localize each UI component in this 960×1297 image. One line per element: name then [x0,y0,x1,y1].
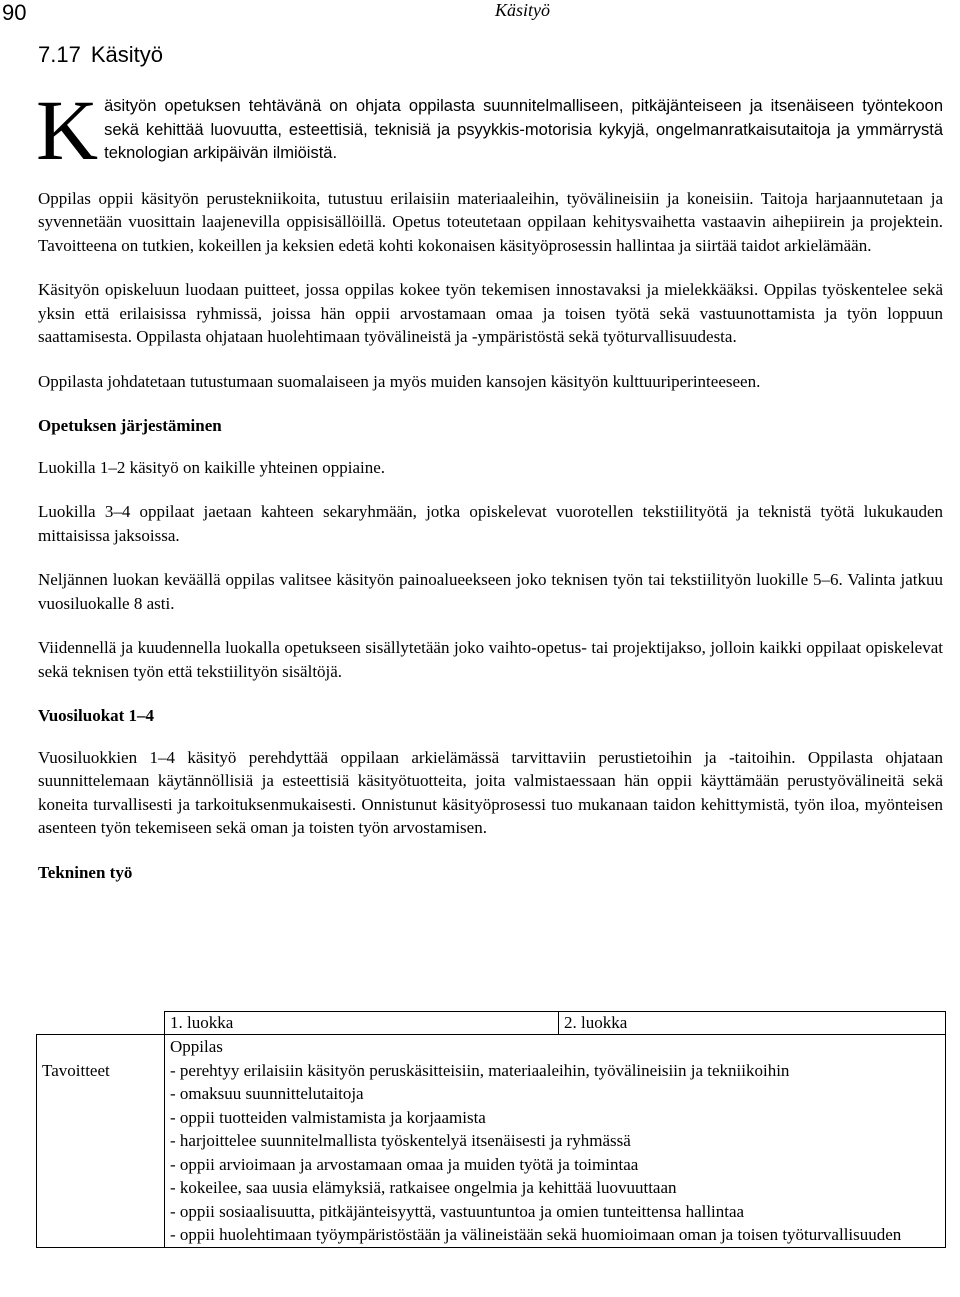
intro-paragraph [36,82,943,178]
section-heading-organization: Opetuksen järjestäminen [38,416,222,435]
goal-item: - oppii sosiaalisuutta, pitkäjänteisyyttä, vastuuntuntoa ja omien tunteittensa hallintaa [170,1201,745,1221]
goal-list [170,1059,945,1247]
section-number: 7.17 [38,42,81,67]
goal-item: - perehtyy erilaisiin käsityön peruskäsitteisiin, materiaaleihin, työvälineisiin ja tekniikoihin [170,1060,790,1080]
paragraph: Neljännen luokan keväällä oppilas valitsee käsityön painoalueekseen joko teknisen työn tai tekstiilityön luokille 5–6. Valinta jatkuu vuosiluokalle 8 asti. [38,570,943,613]
table-corner-cell [37,1012,165,1035]
paragraph: Luokilla 1–2 käsityö on kaikille yhteinen oppiaine. [38,457,386,477]
column-header-grade-2: 2. luokka [559,1012,946,1035]
running-header: Käsityö [495,0,551,20]
paragraph: Käsityön opiskeluun luodaan puitteet, jossa oppilas kokee työn tekemisen innostavaksi ja mielekkääksi. Oppilas työskentelee sekä yksin että erilaisissa ryhmissä, joissa hän oppii arvostamaan omaa ja toisen työtä sekä vastuunottamista ja työn loppuun saattamisesta. Oppilasta ohjataan huolehtimaan työvälineistä ja -ympäristöstä sekä työturvallisuudesta. [38,280,943,346]
paragraph: Viidennellä ja kuudennella luokalla opetukseen sisällytetään joko vaihto-opetus- tai projektijakso, jolloin kaikki oppilaat opiskelevat sekä teknisen työn että tekstiilityön sisältöjä. [38,638,943,681]
section-heading-technical-work: Tekninen työ [38,862,133,882]
goal-item: - oppii arvioimaan ja arvostamaan omaa ja muiden työtä ja toimintaa [170,1154,639,1174]
paragraph: Luokilla 3–4 oppilaat jaetaan kahteen sekaryhmään, jotka opiskelevat vuorotellen tekstiilityötä ja teknistä työtä lukukauden mittaisissa jaksoissa. [38,502,943,545]
paragraph: Oppilasta johdatetaan tutustumaan suomalaiseen ja myös muiden kansojen käsityön kulttuuriperinteeseen. [38,371,761,391]
goals-intro: Oppilas [170,1037,223,1056]
paragraph: Oppilas oppii käsityön perustekniikoita, tutustuu erilaisiin materiaaleihin, työvälineisiin ja koneisiin. Taitoja harjaannutetaan ja syvennetään vuosittain laajenevilla oppisisällöillä. Opetus toteutetaan oppilaan kehitysvaihetta vastaavin aihepiirein ja projektein. Tavoitteena on tutkien, kokeillen ja keksien edetä kohti kokonaisen käsityöprosessin hallintaa ja siirtää taidot arkielämään. [38,188,943,255]
section-title [38,42,163,68]
paragraph: Vuosiluokkien 1–4 käsityö perehdyttää oppilaan arkielämässä tarvittaviin perustietoihin ja -taitoihin. Oppilasta ohjataan suunnittelemaan käytännöllisiä ja esteettisiä käsityötuotteita, joita valmistaessaan hän oppii käyttämään perustyövälineitä sekä koneita turvallisesti ja tarkoituksenmukaisesti. Onnistunut käsityöprosessi tuo mukanaan taidon kehittymistä, työn iloa, myönteisen asenteen työn tekemiseen sekä oman ja toisten työn arvostamisen. [38,747,943,837]
column-header-grade-1: 1. luokka [165,1012,559,1035]
goal-item: - kokeilee, saa uusia elämyksiä, ratkaisee ongelmia ja kehittää luovuuttaan [170,1178,677,1197]
section-heading-grades: Vuosiluokat 1–4 [38,706,155,725]
row-label-goals: Tavoitteet [37,1035,165,1248]
goal-item: - harjoittelee suunnitelmallista työskentelyä itsenäisesti ja ryhmässä [170,1131,631,1150]
document-body [36,82,943,884]
section-title-text: Käsityö [90,42,163,67]
goal-item: - oppii huolehtimaan työympäristöstään ja välineistään sekä huomioimaan oman ja toisen työturvallisuuden [170,1225,902,1244]
page-number: 90 [2,0,27,25]
drop-cap: K [36,82,99,178]
table-row [37,1035,946,1248]
intro-text: äsityön opetuksen tehtävänä on ohjata oppilasta suunnitelmalliseen, pitkäjänteiseen ja itsenäiseen työntekoon sekä kehittää luovuutta, esteettisiä, teknisiä ja psyykkis-motorisia kykyjä, ongelmanratkaisutaitoja ja ymmärrystä teknologian arkipäivän ilmiöistä. [104,97,943,162]
goal-item: - oppii tuotteiden valmistamista ja korjaamista [170,1107,486,1127]
goals-table [36,1011,946,1248]
goals-cell [165,1035,946,1248]
goal-item: - omaksuu suunnittelutaitoja [170,1084,364,1103]
table-header-row [37,1012,946,1035]
